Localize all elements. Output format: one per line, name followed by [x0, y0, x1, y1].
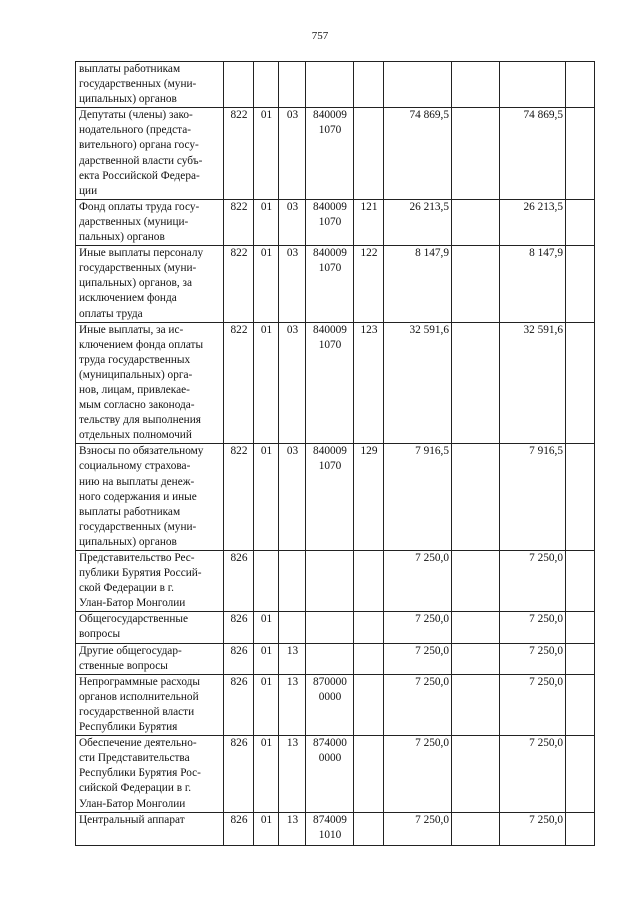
row-name: Другие общегосудар- ственные вопросы — [76, 643, 224, 674]
amount-regional: 32 591,6 — [500, 322, 566, 444]
amount-total: 7 250,0 — [384, 812, 452, 845]
row-name: Обеспечение деятельно- сти Представительства Республики Бурятия Рос- сийской Федерации в г. Улан-Батор Монголии — [76, 736, 224, 812]
admin-code: 826 — [224, 612, 254, 643]
amount-total: 8 147,9 — [384, 246, 452, 322]
table-row — [76, 444, 595, 551]
admin-code: 822 — [224, 108, 254, 200]
section-code: 01 — [254, 736, 279, 812]
table-row — [76, 736, 595, 812]
subsection-code: 03 — [279, 322, 306, 444]
subsection-code: 13 — [279, 736, 306, 812]
target-article-code: 840009 1070 — [306, 444, 354, 551]
table-row — [76, 643, 595, 674]
row-name: Центральный аппарат — [76, 812, 224, 845]
section-code: 01 — [254, 108, 279, 200]
admin-code: 822 — [224, 322, 254, 444]
amount-federal — [566, 199, 595, 245]
amount-federal — [566, 812, 595, 845]
target-article-code — [306, 62, 354, 108]
table-row — [76, 246, 595, 322]
amount-regional: 7 250,0 — [500, 612, 566, 643]
expense-type-code — [354, 62, 384, 108]
target-article-code: 870000 0000 — [306, 674, 354, 735]
admin-code: 826 — [224, 643, 254, 674]
target-article-code: 840009 1070 — [306, 322, 354, 444]
amount-total: 7 250,0 — [384, 643, 452, 674]
admin-code: 822 — [224, 199, 254, 245]
amount-total — [384, 62, 452, 108]
row-name: Непрограммные расходы органов исполнительной государственной власти Республики Бурятия — [76, 674, 224, 735]
section-code: 01 — [254, 812, 279, 845]
row-name: Общегосударственные вопросы — [76, 612, 224, 643]
amount-extra — [452, 674, 500, 735]
section-code — [254, 551, 279, 612]
section-code — [254, 62, 279, 108]
section-code: 01 — [254, 199, 279, 245]
target-article-code — [306, 643, 354, 674]
budget-table — [75, 61, 595, 846]
amount-extra — [452, 736, 500, 812]
section-code: 01 — [254, 674, 279, 735]
expense-type-code — [354, 551, 384, 612]
amount-extra — [452, 812, 500, 845]
amount-extra — [452, 246, 500, 322]
row-name: Депутаты (члены) зако- нодательного (предста- вительного) органа госу- дарственной власти субъ- екта Российской Федера- ции — [76, 108, 224, 200]
subsection-code: 03 — [279, 246, 306, 322]
amount-total: 7 250,0 — [384, 674, 452, 735]
amount-regional: 7 250,0 — [500, 674, 566, 735]
amount-federal — [566, 736, 595, 812]
amount-total: 7 250,0 — [384, 612, 452, 643]
amount-regional: 7 250,0 — [500, 551, 566, 612]
amount-extra — [452, 62, 500, 108]
expense-type-code — [354, 812, 384, 845]
expense-type-code: 122 — [354, 246, 384, 322]
amount-extra — [452, 643, 500, 674]
subsection-code: 13 — [279, 643, 306, 674]
admin-code: 822 — [224, 444, 254, 551]
amount-total: 7 916,5 — [384, 444, 452, 551]
section-code: 01 — [254, 643, 279, 674]
amount-total: 7 250,0 — [384, 551, 452, 612]
subsection-code — [279, 62, 306, 108]
admin-code — [224, 62, 254, 108]
table-row — [76, 612, 595, 643]
row-name: Иные выплаты, за ис- ключением фонда оплаты труда государственных (муниципальных) орга- нов, лицам, привлекае- мым согласно законода- тельству для выполнения отдельных полномочий — [76, 322, 224, 444]
amount-regional: 7 250,0 — [500, 736, 566, 812]
expense-type-code — [354, 674, 384, 735]
section-code: 01 — [254, 246, 279, 322]
target-article-code: 840009 1070 — [306, 108, 354, 200]
amount-federal — [566, 643, 595, 674]
target-article-code: 874009 1010 — [306, 812, 354, 845]
amount-total: 7 250,0 — [384, 736, 452, 812]
expense-type-code: 121 — [354, 199, 384, 245]
expense-type-code — [354, 736, 384, 812]
row-name: выплаты работникам государственных (муни- ципальных) органов — [76, 62, 224, 108]
amount-federal — [566, 612, 595, 643]
page-number: 757 — [311, 30, 329, 42]
amount-regional: 7 250,0 — [500, 812, 566, 845]
admin-code: 826 — [224, 812, 254, 845]
admin-code: 826 — [224, 736, 254, 812]
amount-total: 26 213,5 — [384, 199, 452, 245]
expense-type-code — [354, 108, 384, 200]
target-article-code — [306, 551, 354, 612]
expense-type-code — [354, 612, 384, 643]
subsection-code: 03 — [279, 108, 306, 200]
amount-federal — [566, 108, 595, 200]
amount-total: 32 591,6 — [384, 322, 452, 444]
amount-extra — [452, 108, 500, 200]
row-name: Представительство Рес- публики Бурятия Россий- ской Федерации в г. Улан-Батор Монголии — [76, 551, 224, 612]
section-code: 01 — [254, 322, 279, 444]
amount-regional: 7 916,5 — [500, 444, 566, 551]
target-article-code: 874000 0000 — [306, 736, 354, 812]
expense-type-code: 123 — [354, 322, 384, 444]
amount-federal — [566, 322, 595, 444]
amount-regional: 8 147,9 — [500, 246, 566, 322]
row-name: Взносы по обязательному социальному страхова- нию на выплаты денеж- ного содержания и иные выплаты работникам государственных (муни- ципальных) органов — [76, 444, 224, 551]
amount-federal — [566, 62, 595, 108]
section-code: 01 — [254, 444, 279, 551]
admin-code: 826 — [224, 551, 254, 612]
subsection-code: 13 — [279, 812, 306, 845]
target-article-code — [306, 612, 354, 643]
table-row — [76, 322, 595, 444]
table-row — [76, 551, 595, 612]
row-name: Иные выплаты персоналу государственных (муни- ципальных) органов, за исключением фонда оплаты труда — [76, 246, 224, 322]
expense-type-code — [354, 643, 384, 674]
amount-regional: 74 869,5 — [500, 108, 566, 200]
table-row — [76, 108, 595, 200]
amount-total: 74 869,5 — [384, 108, 452, 200]
subsection-code: 13 — [279, 674, 306, 735]
admin-code: 826 — [224, 674, 254, 735]
amount-extra — [452, 199, 500, 245]
table-row — [76, 199, 595, 245]
amount-federal — [566, 444, 595, 551]
amount-federal — [566, 674, 595, 735]
amount-federal — [566, 551, 595, 612]
admin-code: 822 — [224, 246, 254, 322]
amount-extra — [452, 444, 500, 551]
amount-federal — [566, 246, 595, 322]
subsection-code: 03 — [279, 444, 306, 551]
table-row — [76, 812, 595, 845]
amount-extra — [452, 322, 500, 444]
target-article-code: 840009 1070 — [306, 199, 354, 245]
section-code: 01 — [254, 612, 279, 643]
amount-extra — [452, 612, 500, 643]
expense-type-code: 129 — [354, 444, 384, 551]
table-row — [76, 674, 595, 735]
row-name: Фонд оплаты труда госу- дарственных (муници- пальных) органов — [76, 199, 224, 245]
subsection-code — [279, 551, 306, 612]
target-article-code: 840009 1070 — [306, 246, 354, 322]
amount-extra — [452, 551, 500, 612]
amount-regional — [500, 62, 566, 108]
amount-regional: 7 250,0 — [500, 643, 566, 674]
subsection-code: 03 — [279, 199, 306, 245]
subsection-code — [279, 612, 306, 643]
table-row — [76, 62, 595, 108]
amount-regional: 26 213,5 — [500, 199, 566, 245]
